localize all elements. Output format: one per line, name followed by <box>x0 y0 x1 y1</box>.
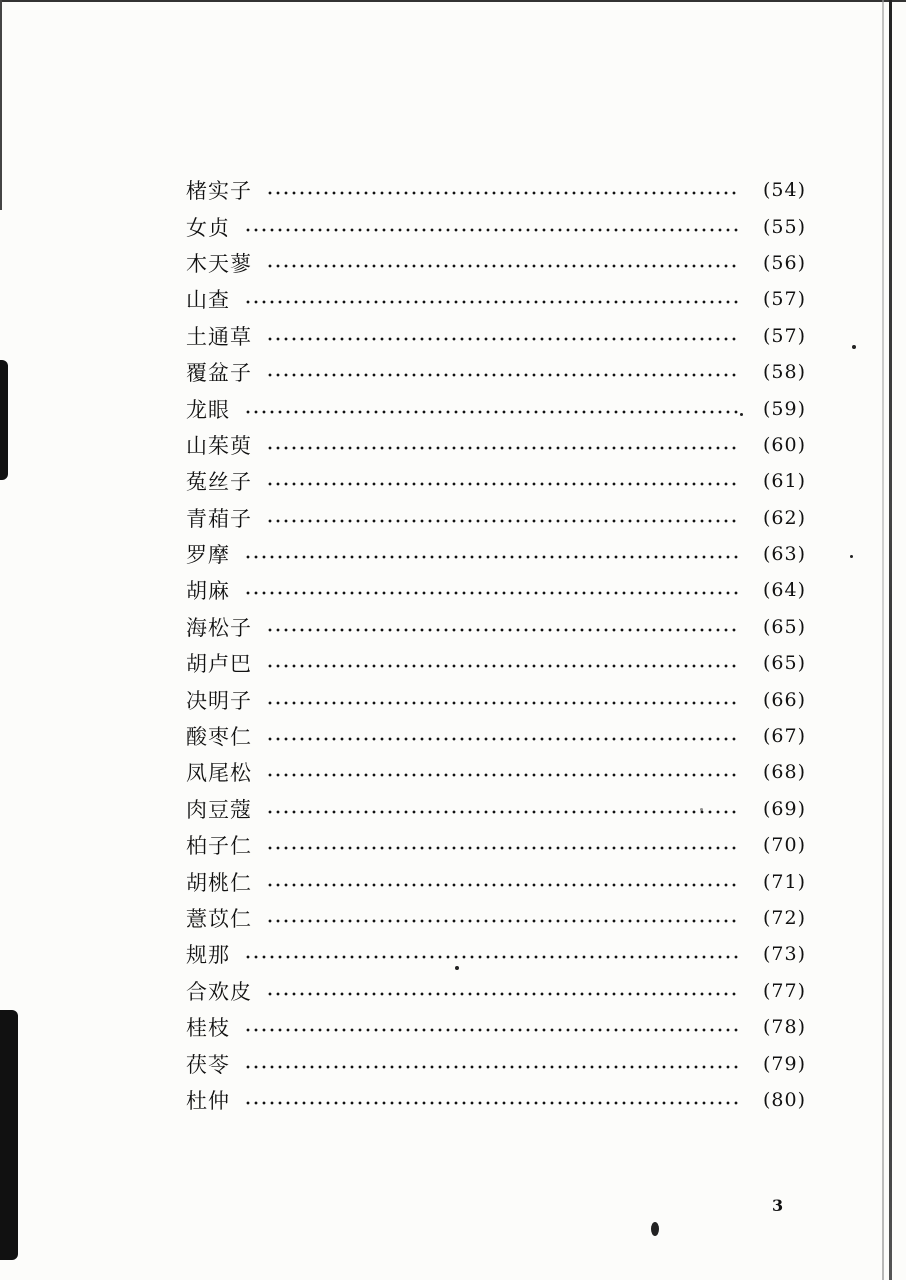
toc-entry-page: (80) <box>762 1088 806 1111</box>
scan-blot <box>0 1010 18 1260</box>
toc-entry-name: 茯苓 <box>186 1052 230 1077</box>
toc-entry[interactable] <box>186 1009 806 1045</box>
toc-entry[interactable] <box>186 1045 806 1081</box>
toc-entry[interactable] <box>186 973 806 1009</box>
dot-leader <box>266 883 740 887</box>
dot-leader <box>244 1028 740 1032</box>
toc-entry-page: (77) <box>762 979 806 1002</box>
toc-entry-page: (78) <box>762 1016 806 1039</box>
toc-entry[interactable] <box>186 500 806 536</box>
toc-entry-name: 菟丝子 <box>186 470 252 495</box>
toc-entry-name: 酸枣仁 <box>186 725 252 750</box>
dot-leader <box>244 228 740 232</box>
toc-entry[interactable] <box>186 609 806 645</box>
toc-entry[interactable] <box>186 208 806 244</box>
toc-entry-name: 罗摩 <box>186 543 230 568</box>
dot-leader <box>266 446 740 450</box>
toc-entry-page: (64) <box>762 579 806 602</box>
toc-entry-name: 胡麻 <box>186 579 230 604</box>
toc-entry-name: 山茱萸 <box>186 433 252 458</box>
toc-entry-page: (71) <box>762 870 806 893</box>
toc-entry-name: 决明子 <box>186 688 252 713</box>
scan-speck <box>852 345 856 349</box>
toc-entry-name: 合欢皮 <box>186 979 252 1004</box>
toc-entry-name: 肉豆蔻 <box>186 797 252 822</box>
toc-entry[interactable] <box>186 900 806 936</box>
toc-entry[interactable] <box>186 536 806 572</box>
toc-entry-page: (68) <box>762 761 806 784</box>
toc-entry[interactable] <box>186 463 806 499</box>
scan-speck <box>850 555 853 558</box>
dot-leader <box>244 955 740 959</box>
dot-leader <box>266 810 740 814</box>
toc-entry-name: 土通草 <box>186 324 252 349</box>
toc-entry-name: 胡卢巴 <box>186 652 252 677</box>
scan-edge-right-shadow <box>882 0 884 1280</box>
toc-entry-page: (65) <box>762 615 806 638</box>
dot-leader <box>266 191 740 195</box>
toc-entry-page: (55) <box>762 215 806 238</box>
dot-leader <box>266 482 740 486</box>
toc-entry-name: 桂枝 <box>186 1016 230 1041</box>
toc-entry-page: (59) <box>762 397 806 420</box>
toc-entry-name: 柏子仁 <box>186 834 252 859</box>
scan-edge-top <box>0 0 906 2</box>
toc-entry[interactable] <box>186 354 806 390</box>
dot-leader <box>266 373 740 377</box>
toc-entry-page: (63) <box>762 543 806 566</box>
toc-entry-page: (57) <box>762 324 806 347</box>
toc-entry-name: 海松子 <box>186 615 252 640</box>
toc-entry-page: (57) <box>762 288 806 311</box>
dot-leader <box>244 300 740 304</box>
toc-entry-name: 规那 <box>186 943 230 968</box>
toc-entry-name: 青葙子 <box>186 506 252 531</box>
toc-entry-page: (79) <box>762 1052 806 1075</box>
toc-entry-name: 胡桃仁 <box>186 870 252 895</box>
toc-entry[interactable] <box>186 572 806 608</box>
dot-leader <box>244 1101 740 1105</box>
dot-leader <box>244 555 740 559</box>
toc-entry-page: (73) <box>762 943 806 966</box>
toc-entry-name: 山查 <box>186 288 230 313</box>
toc-entry[interactable] <box>186 427 806 463</box>
toc-entry-name: 木天蓼 <box>186 251 252 276</box>
scan-edge-right <box>889 0 892 1280</box>
toc-entry-page: (60) <box>762 433 806 456</box>
toc-entry-name: 女贞 <box>186 215 230 240</box>
dot-leader <box>266 628 740 632</box>
dot-leader <box>266 846 740 850</box>
dot-leader <box>244 410 740 414</box>
toc-entry-page: (72) <box>762 907 806 929</box>
table-of-contents <box>186 172 806 1118</box>
dot-leader <box>244 591 740 595</box>
toc-entry-page: (62) <box>762 506 806 529</box>
toc-entry-name: 薏苡仁 <box>186 907 252 931</box>
dot-leader <box>266 701 740 705</box>
toc-entry-page: (61) <box>762 470 806 493</box>
scan-edge-left <box>0 0 2 210</box>
toc-entry-page: (54) <box>762 179 806 202</box>
scan-speck <box>651 1222 659 1236</box>
scan-blot <box>0 360 8 480</box>
dot-leader <box>266 337 740 341</box>
dot-leader <box>266 773 740 777</box>
dot-leader <box>266 264 740 268</box>
page-number: 3 <box>772 1196 784 1215</box>
toc-entry[interactable] <box>186 754 806 790</box>
dot-leader <box>266 737 740 741</box>
toc-entry-page: (65) <box>762 652 806 675</box>
toc-entry-name: 覆盆子 <box>186 361 252 386</box>
dot-leader <box>266 992 740 996</box>
dot-leader <box>266 519 740 523</box>
toc-entry[interactable] <box>186 645 806 681</box>
toc-entry-name: 杜仲 <box>186 1088 230 1113</box>
toc-entry[interactable] <box>186 318 806 354</box>
toc-entry[interactable] <box>186 936 806 972</box>
toc-entry[interactable] <box>186 245 806 281</box>
toc-entry-page: (69) <box>762 797 806 820</box>
toc-entry[interactable] <box>186 1082 806 1118</box>
toc-entry[interactable] <box>186 390 806 426</box>
toc-entry[interactable] <box>186 172 806 208</box>
toc-entry[interactable] <box>186 863 806 899</box>
toc-entry-page: (70) <box>762 834 806 857</box>
dot-leader <box>244 1065 740 1069</box>
toc-entry[interactable] <box>186 281 806 317</box>
toc-entry[interactable] <box>186 681 806 717</box>
toc-entry-name: 凤尾松 <box>186 761 252 786</box>
toc-entry-name: 龙眼 <box>186 397 230 422</box>
toc-entry-page: (66) <box>762 688 806 711</box>
toc-entry[interactable] <box>186 718 806 754</box>
dot-leader <box>266 919 740 923</box>
toc-entry[interactable] <box>186 827 806 863</box>
toc-entry-page: (58) <box>762 361 806 384</box>
toc-entry[interactable] <box>186 791 806 827</box>
toc-entry-page: (67) <box>762 725 806 748</box>
dot-leader <box>266 664 740 668</box>
toc-entry-name: 楮实子 <box>186 179 252 204</box>
toc-entry-page: (56) <box>762 251 806 274</box>
